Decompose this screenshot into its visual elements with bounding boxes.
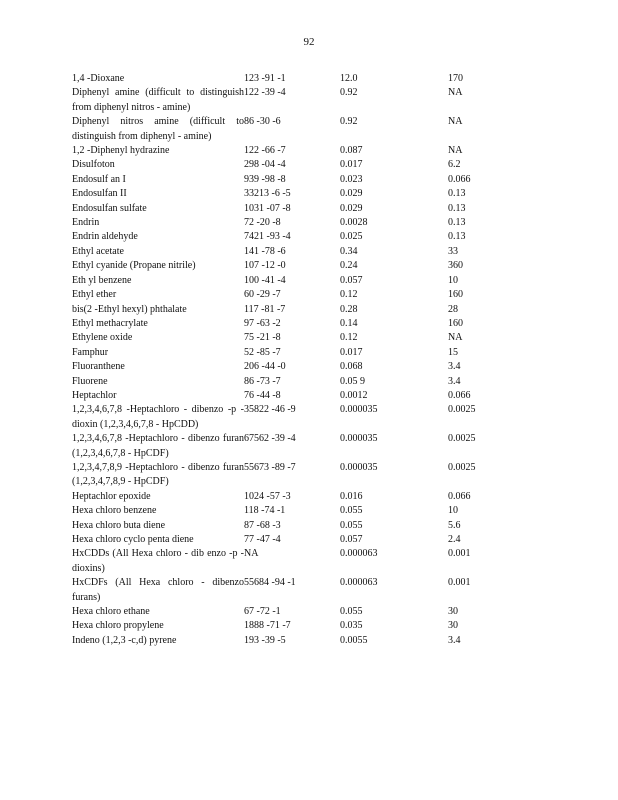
cas-number: 107 -12 -0: [244, 260, 286, 272]
constituent-name: Ethyl cyanide (Propane nitrile): [72, 260, 196, 272]
value-2: 15: [448, 346, 458, 358]
table-row: [72, 288, 512, 302]
cas-number: 1888 -71 -7: [244, 620, 291, 632]
constituent-name: Indeno (1,2,3 -c,d) pyrene: [72, 634, 177, 646]
table-row: [72, 519, 512, 533]
value-1: 0.0055: [340, 634, 368, 646]
cas-number: 1031 -07 -8: [244, 202, 291, 214]
cas-number: 67 -72 -1: [244, 606, 281, 618]
constituent-name: Heptachlor epoxide: [72, 490, 151, 502]
value-1: 0.92: [340, 87, 358, 99]
table-row: [72, 389, 512, 403]
value-2: 0.0025: [448, 461, 476, 473]
table-row: [72, 619, 512, 633]
value-1: 0.12: [340, 289, 358, 301]
cas-number: 1024 -57 -3: [244, 490, 291, 502]
constituent-name: Fluorene: [72, 375, 108, 387]
value-2: 160: [448, 289, 463, 301]
value-1: 0.92: [340, 116, 358, 128]
constituent-name: Hexa chloro benzene: [72, 505, 157, 517]
cas-number: 141 -78 -6: [244, 245, 286, 257]
cas-number: 35822 -46 -9: [244, 404, 296, 416]
value-2: NA: [448, 87, 463, 99]
table-body: [72, 72, 512, 648]
value-2: 0.13: [448, 217, 466, 229]
value-1: 0.023: [340, 173, 363, 185]
constituent-name: 1,2,3,4,6,7,8 -Heptachloro - dibenzo -p -dioxin (1,2,3,4,6,7,8 - HpCDD): [72, 404, 244, 430]
page-number: 92: [303, 36, 315, 48]
constituent-name: Hexa chloro cyclo penta diene: [72, 534, 194, 545]
constituent-name: Famphur: [72, 346, 109, 358]
constituent-name: Ethylene oxide: [72, 332, 133, 344]
constituent-name: Hexa chloro buta diene: [72, 519, 166, 531]
value-1: 0.28: [340, 303, 358, 315]
table-row: [72, 360, 512, 374]
table-row: [72, 461, 512, 490]
value-2: 2.4: [448, 534, 461, 545]
table-row: [72, 403, 512, 432]
cas-number: 76 -44 -8: [244, 389, 281, 401]
value-1: 0.14: [340, 317, 358, 329]
cas-number: 55684 -94 -1: [244, 577, 296, 589]
table-row: [72, 274, 512, 288]
value-1: 0.000035: [340, 433, 378, 445]
value-2: 0.13: [448, 202, 466, 214]
constituent-name: 1,2,3,4,7,8,9 -Heptachloro - dibenzo furan (1,2,3,4,7,8,9 - HpCDF): [72, 461, 244, 488]
value-2: 30: [448, 620, 458, 632]
value-2: 0.001: [448, 577, 471, 589]
value-1: 0.057: [340, 534, 363, 545]
value-1: 0.016: [340, 490, 363, 502]
table-row: [72, 533, 512, 547]
constituent-name: bis(2 -Ethyl hexyl) phthalate: [72, 303, 187, 315]
value-1: 0.0028: [340, 217, 368, 229]
table-row: [72, 187, 512, 201]
value-2: 28: [448, 303, 458, 315]
cas-number: 77 -47 -4: [244, 534, 281, 545]
value-1: 0.000063: [340, 548, 378, 560]
table-row: [72, 303, 512, 317]
value-1: 0.055: [340, 505, 363, 517]
value-2: 0.066: [448, 389, 471, 401]
value-2: 6.2: [448, 159, 461, 171]
value-1: 0.035: [340, 620, 363, 632]
table-row: [72, 202, 512, 216]
value-2: NA: [448, 332, 463, 344]
value-2: 10: [448, 274, 458, 286]
cas-number: 33213 -6 -5: [244, 188, 291, 200]
constituent-name: Ethyl ether: [72, 289, 117, 301]
value-2: 30: [448, 606, 458, 618]
value-1: 0.34: [340, 245, 358, 257]
table-row: [72, 317, 512, 331]
constituent-name: Endosulfan sulfate: [72, 202, 147, 214]
value-2: 360: [448, 260, 463, 272]
cas-number: 72 -20 -8: [244, 217, 281, 229]
table-row: [72, 259, 512, 273]
table-row: [72, 173, 512, 187]
value-2: NA: [448, 145, 463, 157]
table-row: [72, 605, 512, 619]
cas-number: 122 -66 -7: [244, 145, 286, 157]
cas-number: 52 -85 -7: [244, 346, 281, 358]
constituent-name: Endrin: [72, 217, 100, 229]
value-2: 3.4: [448, 634, 461, 646]
cas-number: 86 -73 -7: [244, 375, 281, 387]
value-1: 0.025: [340, 231, 363, 243]
constituent-name: 1,4 -Dioxane: [72, 73, 125, 84]
constituent-name: Endrin aldehyde: [72, 231, 138, 243]
value-2: 0.066: [448, 490, 471, 502]
value-1: 0.068: [340, 361, 363, 373]
cas-number: 60 -29 -7: [244, 289, 281, 301]
value-1: 0.05 9: [340, 375, 365, 387]
constituent-name: Diphenyl nitros amine (difficult to distinguish from diphenyl - amine): [72, 116, 244, 142]
cas-number: 298 -04 -4: [244, 159, 286, 171]
cas-number: 123 -91 -1: [244, 73, 286, 84]
value-2: 33: [448, 245, 458, 257]
cas-number: 67562 -39 -4: [244, 433, 296, 445]
value-1: 12.0: [340, 73, 358, 84]
table-row: [72, 245, 512, 259]
cas-number: 86 -30 -6: [244, 116, 281, 128]
constituent-name: HxCDFs (All Hexa chloro - dibenzo furans): [72, 577, 244, 603]
value-1: 0.000063: [340, 577, 378, 589]
table-row: [72, 375, 512, 389]
value-2: 0.13: [448, 188, 466, 200]
value-1: 0.24: [340, 260, 358, 272]
constituent-name: Eth yl benzene: [72, 274, 132, 286]
constituent-name: Disulfoton: [72, 159, 115, 171]
table-row: [72, 504, 512, 518]
value-2: 10: [448, 505, 458, 517]
cas-number: NA: [244, 548, 259, 560]
table-row: [72, 158, 512, 172]
cas-number: 100 -41 -4: [244, 274, 286, 286]
value-2: 170: [448, 73, 463, 84]
cas-number: 193 -39 -5: [244, 634, 286, 646]
cas-number: 55673 -89 -7: [244, 461, 296, 473]
cas-number: 206 -44 -0: [244, 361, 286, 373]
cas-number: 75 -21 -8: [244, 332, 281, 344]
table-row: [72, 547, 512, 576]
value-1: 0.087: [340, 145, 363, 157]
value-1: 0.057: [340, 274, 363, 286]
value-2: 0.001: [448, 548, 471, 560]
value-2: 0.066: [448, 173, 471, 185]
cas-number: 122 -39 -4: [244, 87, 286, 99]
constituent-name: HxCDDs (All Hexa chloro - dib enzo -p -dioxins): [72, 548, 244, 574]
cas-number: 118 -74 -1: [244, 505, 286, 517]
table-row: [72, 576, 512, 605]
table-row: [72, 144, 512, 158]
table-row: [72, 331, 512, 345]
constituent-name: Hexa chloro propylene: [72, 620, 164, 632]
constituent-name: Diphenyl amine (difficult to distinguish from diphenyl nitros - amine): [72, 87, 244, 113]
constituent-name: 1,2,3,4,6,7,8 -Heptachloro - dibenzo furan (1,2,3,4,6,7,8 - HpCDF): [72, 433, 244, 459]
value-1: 0.12: [340, 332, 358, 344]
cas-number: 939 -98 -8: [244, 173, 286, 185]
value-1: 0.0012: [340, 389, 368, 401]
cas-number: 117 -81 -7: [244, 303, 286, 315]
value-1: 0.055: [340, 519, 363, 531]
constituent-name: Endosulfan II: [72, 188, 127, 200]
table-row: [72, 86, 512, 115]
cas-number: 97 -63 -2: [244, 317, 281, 329]
value-2: 0.13: [448, 231, 466, 243]
value-1: 0.000035: [340, 404, 378, 416]
table-row: [72, 230, 512, 244]
table-row: [72, 490, 512, 504]
value-2: 0.0025: [448, 433, 476, 445]
table-row: [72, 432, 512, 461]
constituent-name: Heptachlor: [72, 389, 117, 401]
value-1: 0.000035: [340, 461, 378, 473]
table-row: [72, 216, 512, 230]
constituent-name: 1,2 -Diphenyl hydrazine: [72, 145, 170, 157]
value-1: 0.017: [340, 346, 363, 358]
value-1: 0.017: [340, 159, 363, 171]
constituent-table: [72, 72, 512, 648]
value-2: 0.0025: [448, 404, 476, 416]
value-2: 3.4: [448, 361, 461, 373]
table-row: [72, 72, 512, 86]
constituent-name: Endosulf an I: [72, 173, 126, 185]
table-row: [72, 346, 512, 360]
value-2: 5.6: [448, 519, 461, 531]
cas-number: 87 -68 -3: [244, 519, 281, 531]
value-2: NA: [448, 116, 463, 128]
value-1: 0.029: [340, 202, 363, 214]
constituent-name: Fluoranthene: [72, 361, 125, 373]
table-row: [72, 634, 512, 648]
value-1: 0.029: [340, 188, 363, 200]
value-2: 160: [448, 317, 463, 329]
value-1: 0.055: [340, 606, 363, 618]
table-row: [72, 115, 512, 144]
constituent-name: Ethyl acetate: [72, 245, 124, 257]
value-2: 3.4: [448, 375, 461, 387]
constituent-name: Hexa chloro ethane: [72, 606, 150, 618]
constituent-name: Ethyl methacrylate: [72, 317, 148, 329]
cas-number: 7421 -93 -4: [244, 231, 291, 243]
